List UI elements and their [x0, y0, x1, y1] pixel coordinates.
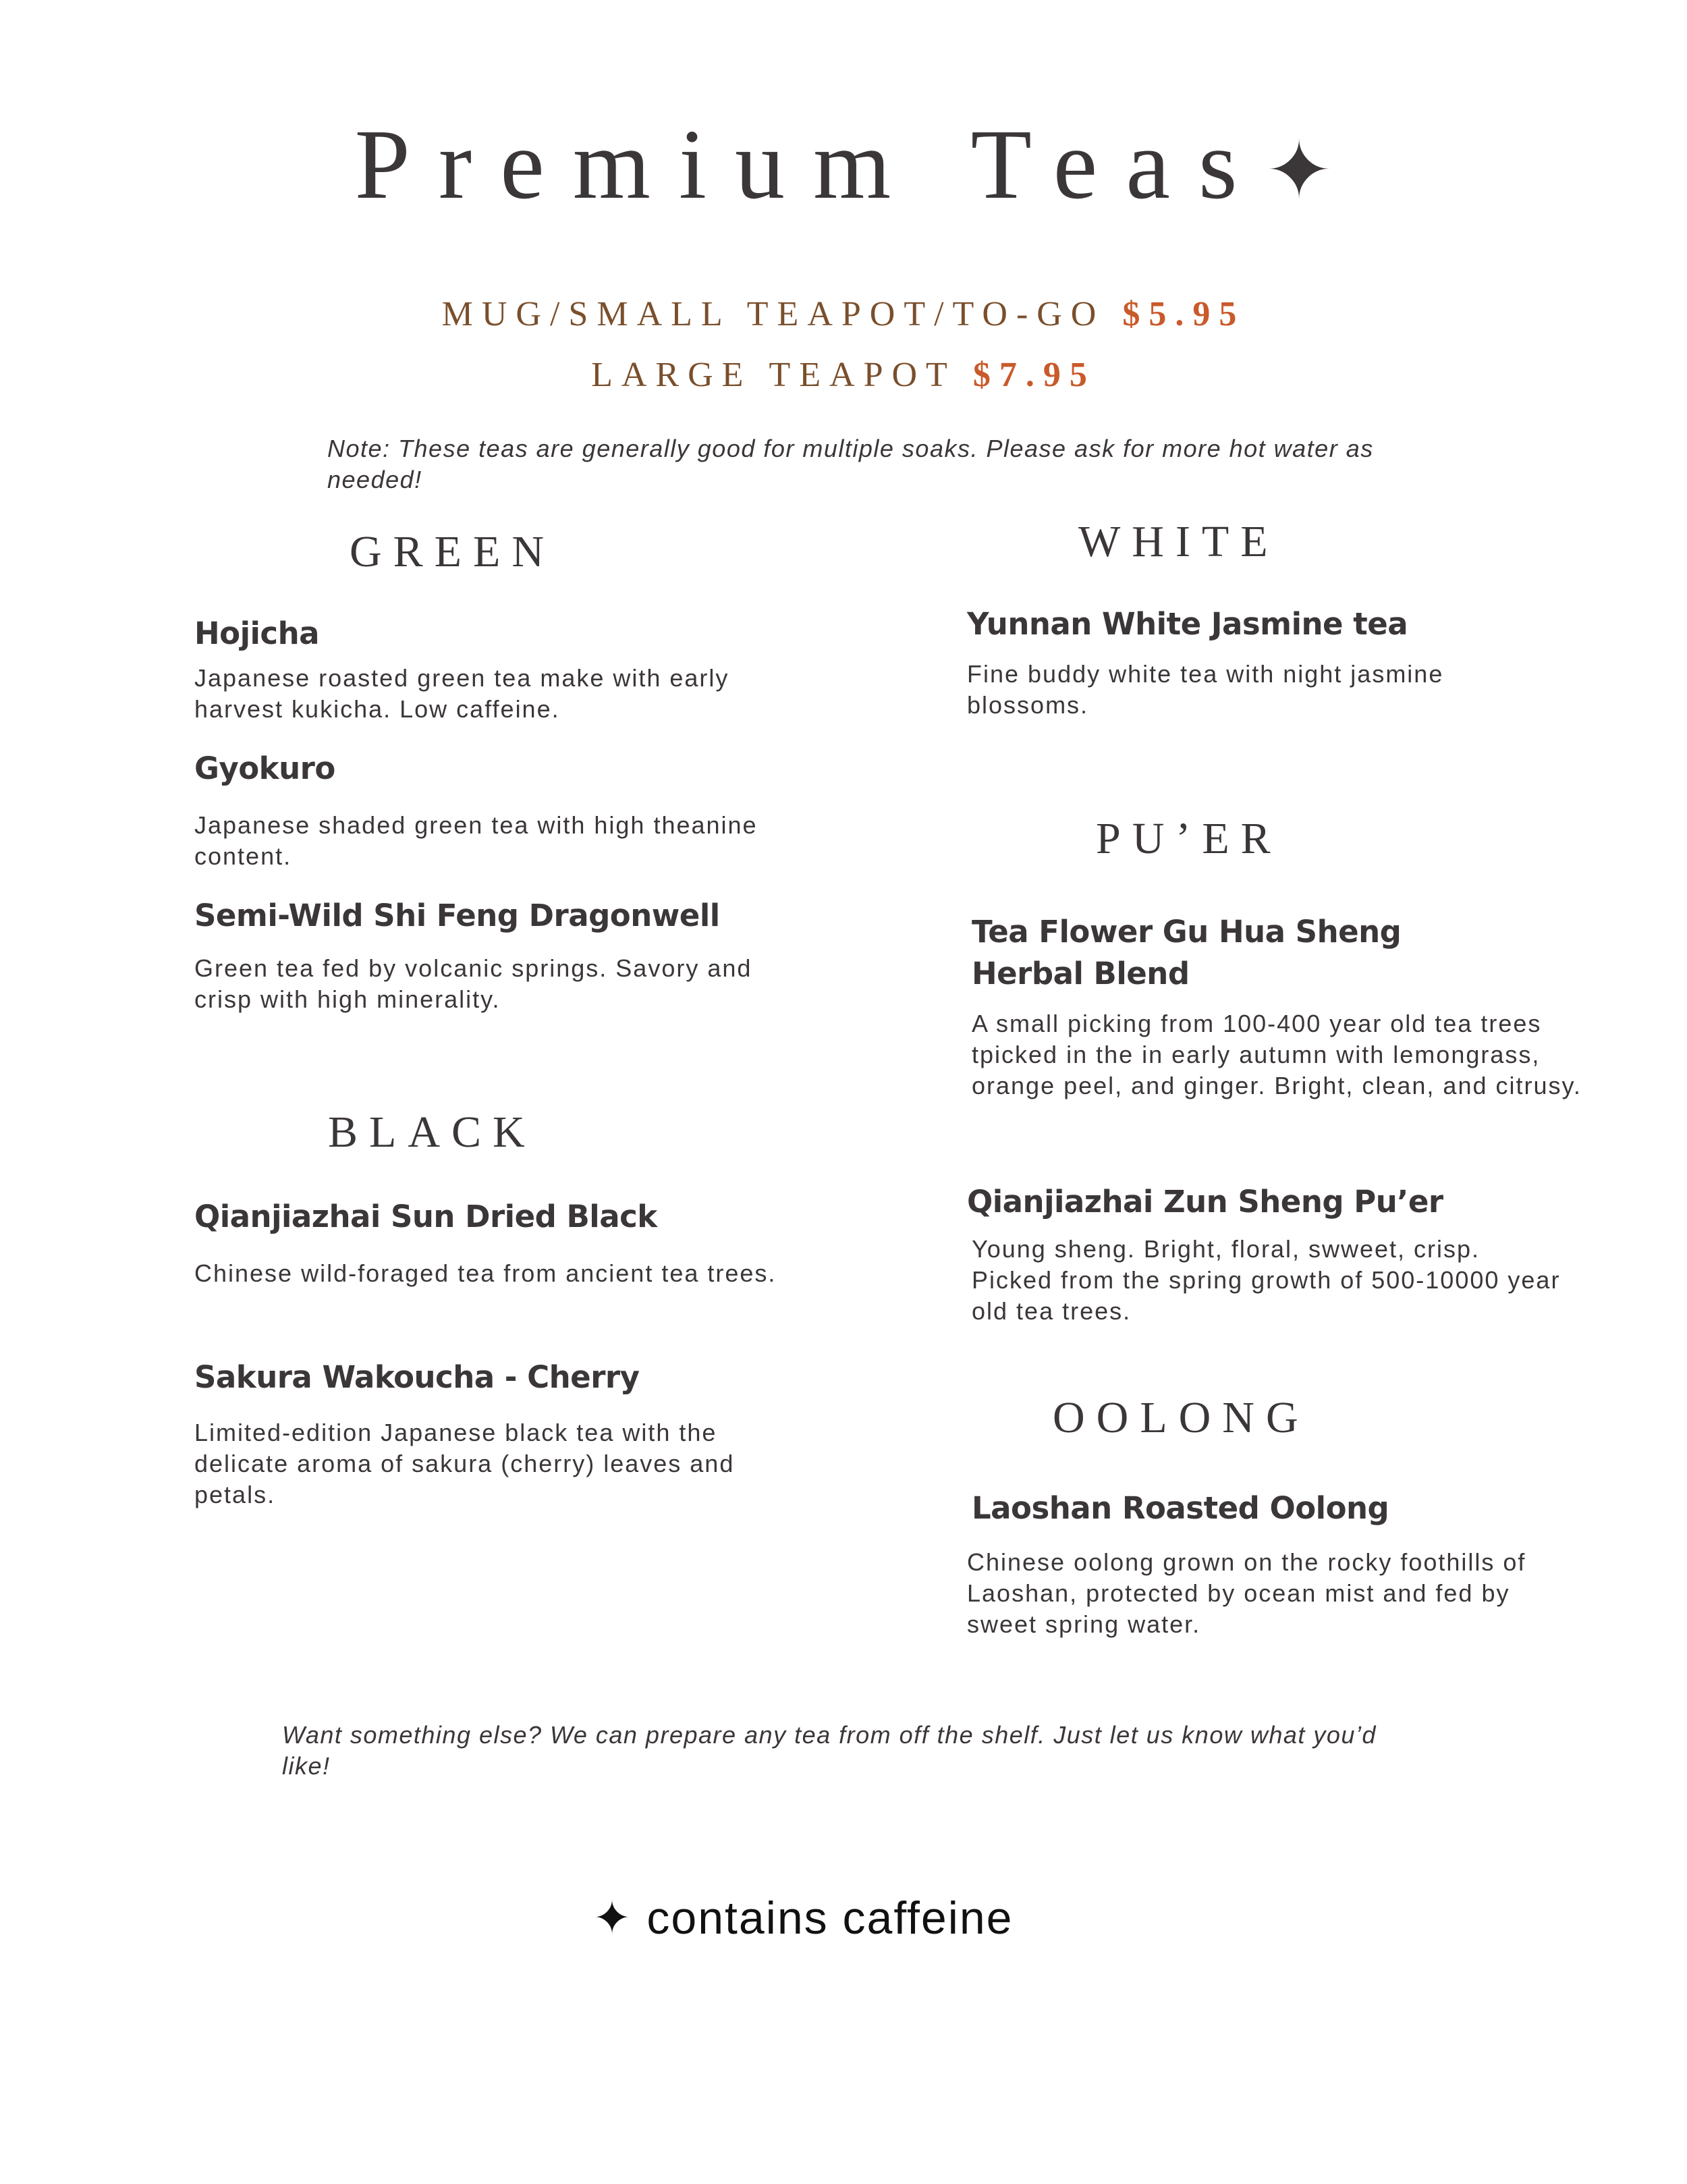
tea-name-sakura-wakoucha: Sakura Wakoucha - Cherry [194, 1359, 640, 1395]
tea-desc-sakura-wakoucha: Limited-edition Japanese black tea with the delicate aroma of sakura (cherry) leaves and petals. [194, 1419, 735, 1508]
legend-star-icon: ✦ [592, 1892, 633, 1944]
tea-desc-zun-sheng-puer: Young sheng. Bright, floral, swweet, crisp. Picked from the spring growth of 500-10000 year old tea trees. [972, 1235, 1561, 1325]
tea-name-zun-sheng-puer: Qianjiazhai Zun Sheng Pu’er [967, 1184, 1443, 1220]
page-title [0, 109, 1687, 220]
price-amount-small: $5.95 [1122, 295, 1246, 333]
caffeine-star-icon: ✦ [1265, 127, 1333, 215]
tea-desc-gyokuro: Japanese shaded green tea with high theanine content. [194, 811, 758, 870]
multiple-soaks-note: Note: These teas are generally good for multiple soaks. Please ask for more hot water as needed! [327, 435, 1374, 493]
tea-name-hojicha: Hojicha [194, 616, 320, 651]
legend-text: contains caffeine [646, 1892, 1014, 1944]
price-label-large: LARGE TEAPOT [591, 356, 956, 394]
tea-desc-laoshan-roasted-oolong: Chinese oolong grown on the rocky foothills of Laoshan, protected by ocean mist and fed by sweet spring water. [967, 1548, 1526, 1638]
caffeine-legend [0, 1892, 1606, 1944]
tea-name-laoshan-roasted-oolong: Laoshan Roasted Oolong [972, 1490, 1389, 1526]
tea-desc-hojicha: Japanese roasted green tea make with early harvest kukicha. Low caffeine. [194, 664, 729, 723]
tea-name-gyokuro: Gyokuro [194, 750, 335, 786]
off-the-shelf-note: Want something else? We can prepare any tea from off the shelf. Just let us know what you’d like! [282, 1721, 1377, 1780]
section-heading-puer: PU’ER [1096, 814, 1282, 863]
section-heading-green: GREEN [350, 527, 555, 576]
title-text: Premium Teas [354, 109, 1266, 220]
price-line-large [0, 358, 1687, 393]
tea-name-gu-hua-sheng: Tea Flower Gu Hua Sheng Herbal Blend [972, 914, 1402, 991]
tea-name-sun-dried-black: Qianjiazhai Sun Dried Black [194, 1199, 657, 1234]
tea-name-yunnan-white-jasmine: Yunnan White Jasmine tea [967, 606, 1408, 642]
price-line-small [0, 297, 1687, 332]
tea-desc-dragonwell: Green tea fed by volcanic springs. Savory and crisp with high minerality. [194, 954, 752, 1013]
section-heading-white: WHITE [1078, 517, 1279, 566]
tea-desc-gu-hua-sheng: A small picking from 100-400 year old tea trees tpicked in the in early autumn with lemongrass, orange peel, and ginger. Bright, clean, and citrusy. [972, 1010, 1582, 1099]
tea-desc-sun-dried-black: Chinese wild-foraged tea from ancient tea trees. [194, 1259, 777, 1287]
price-amount-large: $7.95 [972, 356, 1096, 394]
tea-desc-yunnan-white-jasmine: Fine buddy white tea with night jasmine blossoms. [967, 660, 1444, 719]
section-heading-oolong: OOLONG [1053, 1393, 1310, 1442]
price-label-small: MUG/SMALL TEAPOT/TO-GO [441, 295, 1105, 333]
section-heading-black: BLACK [328, 1108, 536, 1157]
tea-name-dragonwell: Semi-Wild Shi Feng Dragonwell [194, 898, 720, 933]
